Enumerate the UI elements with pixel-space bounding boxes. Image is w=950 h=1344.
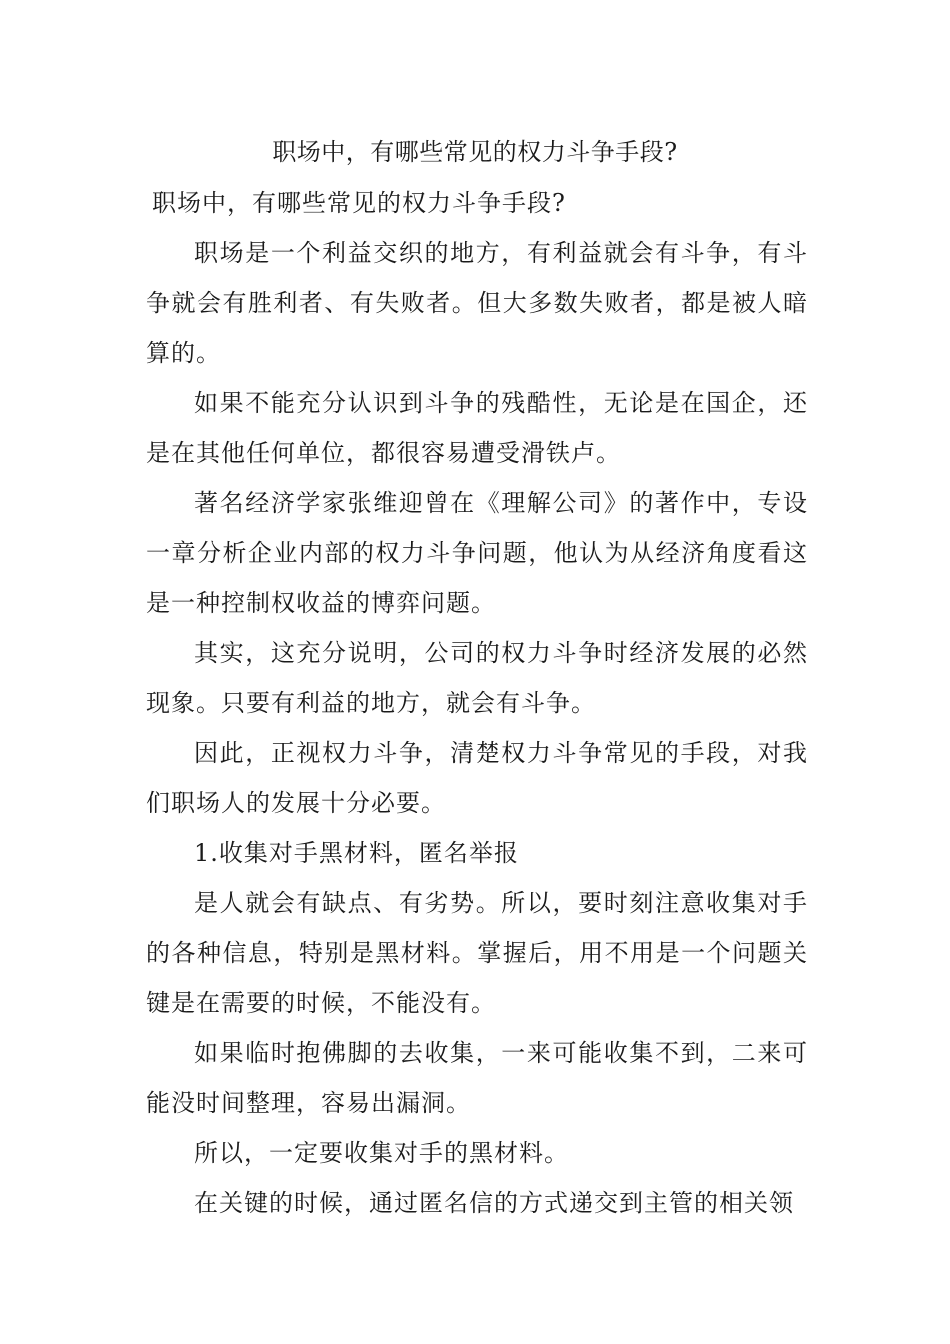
paragraph: 是人就会有缺点、有劣势。所以，要时刻注意收集对手的各种信息，特别是黑材料。掌握后，用不用是一个问题关键是在需要的时候，不能没有。 <box>146 889 808 1017</box>
section-heading: 1.收集对手黑材料，匿名举报 <box>194 839 519 867</box>
paragraph: 职场是一个利益交织的地方，有利益就会有斗争，有斗争就会有胜利者、有失败者。但大多数失败者，都是被人暗算的。 <box>146 239 808 367</box>
document-subtitle: 职场中，有哪些常见的权力斗争手段? <box>152 189 566 217</box>
document-title: 职场中，有哪些常见的权力斗争手段? <box>272 138 678 166</box>
paragraph: 所以，一定要收集对手的黑材料。 <box>194 1139 569 1167</box>
document-body <box>146 178 808 1228</box>
paragraph: 其实，这充分说明，公司的权力斗争时经济发展的必然现象。只要有利益的地方，就会有斗争。 <box>146 639 808 717</box>
paragraph: 如果不能充分认识到斗争的残酷性，无论是在国企，还是在其他任何单位，都很容易遭受滑铁卢。 <box>146 389 808 467</box>
paragraph: 因此，正视权力斗争，清楚权力斗争常见的手段，对我们职场人的发展十分必要。 <box>146 739 808 817</box>
paragraph: 如果临时抱佛脚的去收集，一来可能收集不到，二来可能没时间整理，容易出漏洞。 <box>146 1039 808 1117</box>
paragraph: 在关键的时候，通过匿名信的方式递交到主管的相关领 <box>194 1189 794 1217</box>
paragraph: 著名经济学家张维迎曾在《理解公司》的著作中，专设一章分析企业内部的权力斗争问题，他认为从经济角度看这是一种控制权收益的博弈问题。 <box>146 489 808 617</box>
